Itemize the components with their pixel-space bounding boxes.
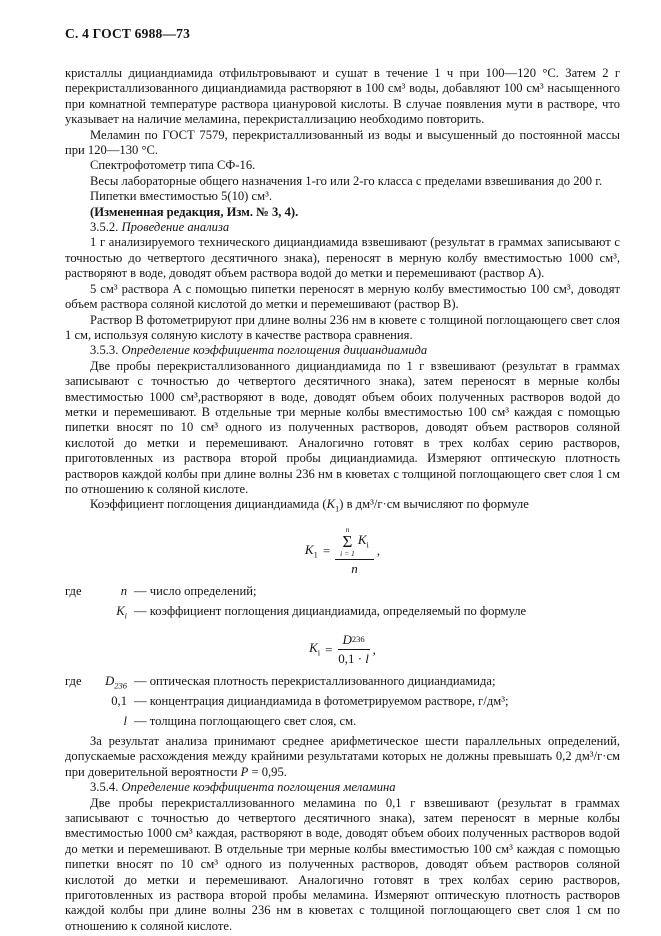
sum-upper-limit: n	[345, 525, 350, 535]
paragraph-absorption-coefficient-intro	[65, 497, 620, 517]
section-heading-354	[65, 780, 620, 795]
variable-subscript: i	[366, 539, 369, 550]
equals-sign: =	[325, 641, 333, 657]
variable-subscript: 236	[351, 634, 365, 645]
paragraph-analysis-result	[65, 734, 620, 780]
section-heading-353	[65, 343, 620, 358]
paragraph-crystals-filtering: кристаллы дициандиамида отфильтровывают и сушат в течение 1 ч при 100—120 °С. Затем 2 г перекристаллизованного дициандиамида растворяют в 100 см³ воды, добавляют 100 см³ насыщенного при комнатной температуре раствора циануровой кислоты. В случае появления мути в растворе, что указывает на наличие меламина, перекристаллизацию необходимо повторить.	[65, 66, 620, 127]
definition-term	[93, 714, 127, 734]
definition-text: — концентрация дициандиамида в фотометрируемом растворе, г/дм³;	[134, 693, 509, 708]
variable-k: K	[309, 640, 318, 656]
text-segment: За результат анализа принимают среднее арифметическое шести параллельных определений, допускаемые расхождения между крайними результатами которых не должны превышать 0,2 дм³/г·см при доверительной вероятности	[65, 733, 620, 779]
paragraph-spectrophotometer: Спектрофотометр типа СФ-16.	[90, 158, 256, 173]
term-base: l	[123, 713, 127, 728]
definition-row	[65, 714, 620, 734]
definition-text: — число определений;	[134, 583, 257, 598]
page-header: С. 4 ГОСТ 6988—73	[65, 26, 191, 41]
definition-term	[93, 584, 127, 604]
section-number: 3.5.2.	[90, 220, 119, 235]
text-segment: Коэффициент поглощения дициандиамида (	[90, 497, 327, 512]
paragraph-amended-edition: (Измененная редакция, Изм. № 3, 4).	[90, 204, 299, 219]
formula-k1-average	[65, 526, 620, 576]
paragraph-dicyandiamide-samples: Две пробы перекристаллизованного дициандиамида по 1 г взвешивают (результат в граммах записывают с точностью до четвертого десятичного знака), затем переносят в мерные колбы вместимостью 1000 см³,растворяют в воде, доводят объем обоих полученных растворов водой до метки и перемешивают. В отдельные три мерные колбы вместимостью 100 см³ каждая с помощью пипетки вносят по 10 см³ одного из полученных растворов, доводят объем растворов соляной кислотой до метки и перемешивают. Аналогично готовят в трех колбах серию растворов, приготовленных из раствора второй пробы дициандиамида. Измеряют оптическую плотность растворов каждой колбы при длине волны 236 нм в кюветах с толщиной поглощающего свет слоя 1 см по отношению к соляной кислоте.	[65, 358, 620, 496]
term-base: n	[120, 583, 127, 598]
sum-lower-limit: i = 1	[340, 548, 355, 558]
variable-k: K	[304, 542, 314, 558]
denominator-coefficient: 0,1 ·	[338, 651, 366, 667]
variable-p: P	[240, 764, 249, 779]
section-title: Определение коэффициента поглощения дициандиамида	[121, 343, 428, 358]
fraction	[338, 633, 370, 667]
equals-sign: =	[322, 543, 331, 559]
sigma-symbol: Σ	[342, 531, 353, 551]
definition-row	[65, 694, 620, 714]
definition-term	[93, 694, 127, 714]
paragraph-pipettes: Пипетки вместимостью 5(10) см³.	[90, 189, 272, 204]
fraction-denominator	[351, 560, 358, 576]
section-title: Определение коэффициента поглощения меламина	[121, 780, 396, 795]
section-number: 3.5.4.	[90, 780, 119, 795]
term-base: 0,1	[111, 693, 127, 708]
definition-term	[93, 604, 127, 624]
formula-ki-optical-density	[65, 633, 620, 667]
text-segment: ) в дм³/г·см вычисляют по формуле	[339, 497, 529, 512]
term-base: K	[116, 603, 125, 618]
paragraph-lab-scales: Весы лабораторные общего назначения 1-го или 2-го класса с пределами взвешивания до 200 г.	[90, 173, 603, 188]
definition-text: — оптическая плотность перекристаллизованного дициандиамида;	[134, 673, 496, 688]
fraction-numerator	[335, 526, 374, 560]
variable-k-subscript: 1	[335, 503, 340, 514]
variable-k: K	[326, 497, 335, 512]
variable-subscript: i	[317, 647, 321, 658]
section-heading-352	[65, 220, 620, 235]
term-subscript: 236	[114, 680, 127, 691]
variable-l: l	[365, 651, 369, 667]
definition-text: — толщина поглощающего свет слоя, см.	[134, 713, 357, 728]
definition-row	[65, 674, 620, 694]
definition-lead	[65, 714, 93, 734]
formula-comma: ,	[372, 641, 376, 657]
paragraph-solution-b-photometry: Раствор В фотометрируют при длине волны 236 нм в кювете с толщиной поглощающего свет слоя 1 см, используя соляную кислоту в качестве раствора сравнения.	[65, 312, 620, 342]
term-subscript: i	[124, 610, 127, 621]
formula-comma: ,	[376, 543, 381, 559]
summation	[340, 526, 355, 557]
variable-k: K	[357, 532, 367, 548]
paragraph-melamine-gost: Меламин по ГОСТ 7579, перекристаллизованный из воды и высушенный до постоянной массы при 120—130 °С.	[65, 127, 620, 158]
fraction-denominator	[338, 650, 369, 666]
definition-lead	[65, 604, 93, 624]
fraction-numerator	[338, 633, 370, 650]
definition-row	[65, 584, 620, 604]
variable-d: D	[342, 631, 352, 647]
definition-lead: где	[65, 673, 82, 688]
variable-n: n	[351, 561, 358, 577]
formula-lhs	[309, 641, 320, 658]
paragraph-melamine-samples: Две пробы перекристаллизованного меламина по 0,1 г взвешивают (результат в граммах записывают с точностью до четвертого десятичного знака), затем переносят в мерные колбы вместимостью 1000 см³ каждая, растворяют в воде, доводят объем обоих полученных растворов водой до метки и перемешивают. В отдельные три мерные колбы вместимостью 100 см³ каждая с помощью пипетки вносят по 10 см³ одного из полученных растворов, доводят объем растворов соляной кислотой до метки и перемешивают. Аналогично готовят в трех колбах серию растворов, приготовленных из раствора второй пробы меламина. Измеряют оптическую плотность растворов каждой колбы при длине волны 236 нм в кюветах с толщиной поглощающего свет слоя 1 см по отношению к соляной кислоте.	[65, 795, 620, 933]
sum-body	[358, 533, 369, 550]
formula-lhs	[305, 543, 318, 560]
definition-row	[65, 604, 620, 624]
variable-subscript: 1	[313, 549, 318, 560]
definition-text: — коэффициент поглощения дициандиамида, определяемый по формуле	[134, 603, 527, 618]
section-title: Проведение анализа	[121, 220, 230, 235]
term-base: D	[105, 673, 115, 688]
definition-term	[93, 674, 127, 694]
section-number: 3.5.3.	[90, 343, 119, 358]
definition-lead	[65, 694, 93, 714]
paragraph-analysis-1g: 1 г анализируемого технического дициандиамида взвешивают (результат в граммах записывают с точностью до четвертого десятичного знака), переносят в мерную колбу вместимостью 1000 см³, растворяют в воде, доводят объем раствора водой до метки и перемешивают (раствор А).	[65, 235, 620, 281]
definition-lead: где	[65, 583, 82, 598]
fraction	[335, 526, 374, 576]
text-segment: = 0,95.	[248, 764, 287, 779]
paragraph-solution-a: 5 см³ раствора А с помощью пипетки переносят в мерную колбу вместимостью 100 см³, доводят объем раствора соляной кислотой до метки и перемешивают (раствор В).	[65, 281, 620, 312]
